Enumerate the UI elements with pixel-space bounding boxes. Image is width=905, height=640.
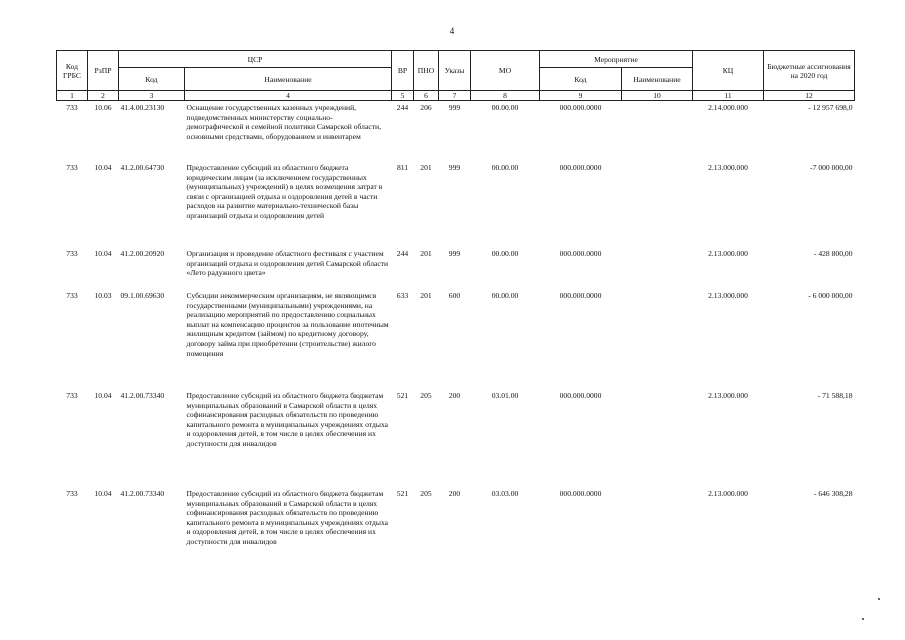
header-ukazy: Указы xyxy=(439,51,471,91)
cell-pno: 201 xyxy=(420,163,432,172)
header-kc: КЦ xyxy=(693,51,764,91)
column-number: 7 xyxy=(439,91,471,101)
cell-kc: 2.13.000.000 xyxy=(708,249,748,258)
cell-grbs: 733 xyxy=(66,489,78,498)
cell-mer-code: 000.000.0000 xyxy=(559,291,602,300)
header-vr: ВР xyxy=(392,51,414,91)
header-mo: МО xyxy=(471,51,540,91)
cell-mo: 03.01.00 xyxy=(491,391,519,400)
cell-grbs: 733 xyxy=(66,291,78,300)
scan-speck xyxy=(862,618,864,620)
cell-name: Субсидии некоммерческим организациям, не являющимся государственными (муниципальными) учреждениями, на реализацию мероприятий по предоставлению социальных выплат на компенсацию процентов за пользование ипотечным жилищным кредитом (займом) по кредитному договору, договору займа при приобретении (строительстве) жилого помещения xyxy=(186,291,389,358)
header-csr: ЦСР xyxy=(119,51,392,68)
cell-name: Предоставление субсидий из областного бюджета бюджетам муниципальных образований в Самарской области в целях софинансирования расходных обязательств по проведению капитального ремонта в муниципальных учреждениях отдыха и оздоровления детей, в том числе в целях обеспечения их доступности для инвалидов xyxy=(186,391,389,448)
cell-vr: 521 xyxy=(396,489,409,498)
cell-mer-code: 000.000.0000 xyxy=(559,249,602,258)
cell-kc: 2.13.000.000 xyxy=(708,163,748,172)
page-number: 4 xyxy=(449,26,455,36)
cell-pno: 205 xyxy=(420,391,432,400)
column-number: 6 xyxy=(414,91,439,101)
cell-csr-code: 41.2.00.73340 xyxy=(120,489,165,498)
column-number: 8 xyxy=(471,91,540,101)
cell-amount: - 71 588,18 xyxy=(817,391,853,400)
cell-ukazy: 999 xyxy=(448,249,461,258)
cell-amount: -7 000 000,00 xyxy=(810,163,853,172)
cell-vr: 244 xyxy=(396,249,409,258)
table-row xyxy=(57,247,855,289)
column-number: 9 xyxy=(540,91,622,101)
cell-kc: 2.13.000.000 xyxy=(708,291,748,300)
cell-mer-name xyxy=(622,247,693,289)
header-csr-kod: Код xyxy=(119,68,185,91)
column-number: 1 xyxy=(57,91,88,101)
header-meropriyatie: Мероприятие xyxy=(540,51,693,68)
cell-rzpr: 10.04 xyxy=(94,163,112,172)
table-row xyxy=(57,161,855,247)
cell-vr: 811 xyxy=(396,163,409,172)
header-csr-name: Наименование xyxy=(185,68,392,91)
cell-vr: 633 xyxy=(396,291,409,300)
cell-rzpr: 10.04 xyxy=(94,249,112,258)
header-mer-kod: Код xyxy=(540,68,622,91)
cell-rzpr: 10.04 xyxy=(94,391,112,400)
column-number: 11 xyxy=(693,91,764,101)
cell-ukazy: 200 xyxy=(448,489,461,498)
cell-mer-name xyxy=(622,389,693,487)
cell-name: Оснащение государственных казенных учреждений, подведомственных министерству социально-демографической и семейной политики Самарской области, основными средствами, оборудованием и инвентарем xyxy=(186,103,381,141)
cell-mer-name xyxy=(622,289,693,389)
cell-grbs: 733 xyxy=(66,103,78,112)
column-number: 5 xyxy=(392,91,414,101)
cell-vr: 521 xyxy=(396,391,409,400)
cell-ukazy: 200 xyxy=(448,391,461,400)
table-header xyxy=(57,51,855,101)
table-row xyxy=(57,487,855,575)
table-row xyxy=(57,389,855,487)
cell-ukazy: 999 xyxy=(448,163,461,172)
table-row xyxy=(57,101,855,162)
cell-grbs: 733 xyxy=(66,391,78,400)
cell-mo: 00.00.00 xyxy=(491,103,519,112)
cell-name: Организация и проведение областного фестиваля с участием организаций отдыха и оздоровления детей Самарской области «Лето радужного цвета» xyxy=(186,249,389,278)
cell-mer-code: 000.000.0000 xyxy=(559,103,602,112)
column-number: 12 xyxy=(764,91,855,101)
table-row xyxy=(57,289,855,389)
cell-grbs: 733 xyxy=(66,163,78,172)
header-mer-name: Наименование xyxy=(622,68,693,91)
cell-csr-code: 41.4.00.23130 xyxy=(120,103,165,112)
cell-csr-code: 41.2.00.20920 xyxy=(120,249,165,258)
cell-ukazy: 999 xyxy=(448,103,461,112)
header-rzpr: РзПР xyxy=(88,51,119,91)
cell-mer-name xyxy=(622,161,693,247)
cell-kc: 2.13.000.000 xyxy=(708,489,748,498)
scan-speck xyxy=(878,598,880,600)
cell-mo: 00.00.00 xyxy=(491,291,519,300)
column-number: 10 xyxy=(622,91,693,101)
cell-mo: 00.00.00 xyxy=(491,249,519,258)
cell-mer-name xyxy=(622,487,693,575)
cell-ukazy: 600 xyxy=(448,291,461,300)
cell-pno: 206 xyxy=(420,103,432,112)
header-kod-grbs: Код ГРБС xyxy=(57,51,88,91)
cell-mer-code: 000.000.0000 xyxy=(559,489,602,498)
column-number: 3 xyxy=(119,91,185,101)
cell-amount: - 428 800,00 xyxy=(813,249,853,258)
cell-pno: 201 xyxy=(420,249,432,258)
cell-kc: 2.14.000.000 xyxy=(708,103,748,112)
cell-pno: 201 xyxy=(420,291,432,300)
cell-grbs: 733 xyxy=(66,249,78,258)
column-number: 2 xyxy=(88,91,119,101)
cell-amount: - 646 308,28 xyxy=(813,489,853,498)
cell-csr-code: 41.2.00.73340 xyxy=(120,391,165,400)
cell-mer-code: 000.000.0000 xyxy=(559,163,602,172)
column-number-row xyxy=(57,91,855,101)
cell-pno: 205 xyxy=(420,489,432,498)
column-number: 4 xyxy=(185,91,392,101)
cell-kc: 2.13.000.000 xyxy=(708,391,748,400)
cell-rzpr: 10.03 xyxy=(94,291,112,300)
budget-table xyxy=(56,50,855,575)
cell-csr-code: 41.2.00.64730 xyxy=(120,163,165,172)
cell-mer-code: 000.000.0000 xyxy=(559,391,602,400)
cell-csr-code: 09.1.00.69630 xyxy=(120,291,165,300)
cell-amount: - 6 000 000,00 xyxy=(808,291,853,300)
cell-mo: 03.03.00 xyxy=(491,489,519,498)
cell-amount: - 12 957 698,0 xyxy=(808,103,853,112)
cell-mo: 00.00.00 xyxy=(491,163,519,172)
cell-mer-name xyxy=(622,101,693,162)
cell-vr: 244 xyxy=(396,103,409,112)
table-body xyxy=(57,101,855,576)
header-pno: ПНО xyxy=(414,51,439,91)
cell-name: Предоставление субсидий из областного бюджета бюджетам муниципальных образований в Самарской области в целях софинансирования расходных обязательств по проведению капитального ремонта в муниципальных учреждениях отдыха и оздоровления детей, в том числе в целях обеспечения их доступности для инвалидов xyxy=(186,489,389,546)
cell-rzpr: 10.06 xyxy=(94,103,112,112)
cell-rzpr: 10.04 xyxy=(94,489,112,498)
cell-name: Предоставление субсидий из областного бюджета юридическим лицам (за исключением государственных (муниципальных) учреждений) в целях возмещения затрат в связи с организацией отдыха и оздоровления детей в части расходов на развитие материально-технической базы организаций отдыха и оздоровления детей xyxy=(186,163,383,220)
header-budget: Бюджетные ассигнования на 2020 год xyxy=(764,51,855,91)
